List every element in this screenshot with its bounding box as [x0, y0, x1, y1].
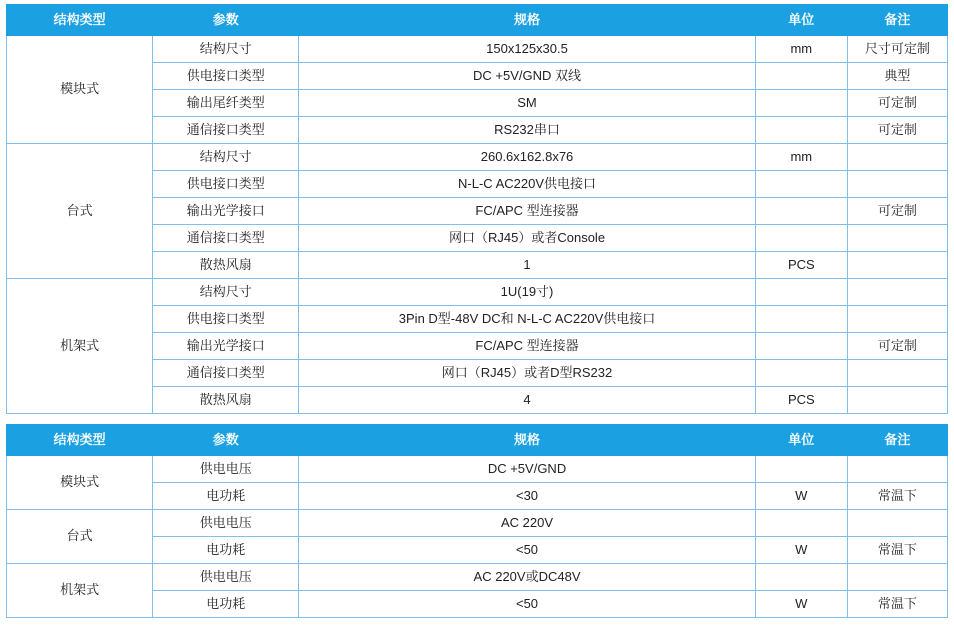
param-cell: 供电电压 [153, 510, 299, 537]
remark-cell [847, 510, 947, 537]
spec-cell: RS232串口 [299, 117, 755, 144]
group-type-cell: 机架式 [7, 564, 153, 618]
group-type-cell: 模块式 [7, 456, 153, 510]
remark-cell [847, 306, 947, 333]
spec-cell: SM [299, 90, 755, 117]
spec-cell: <50 [299, 537, 755, 564]
remark-cell: 典型 [847, 63, 947, 90]
unit-cell: W [755, 591, 847, 618]
unit-cell [755, 117, 847, 144]
param-cell: 结构尺寸 [153, 144, 299, 171]
table-row [7, 144, 948, 171]
unit-cell: mm [755, 36, 847, 63]
remark-cell [847, 171, 947, 198]
unit-cell [755, 333, 847, 360]
unit-cell: PCS [755, 387, 847, 414]
header-remark: 备注 [847, 5, 947, 36]
unit-cell [755, 90, 847, 117]
table-row [7, 36, 948, 63]
param-cell: 通信接口类型 [153, 117, 299, 144]
param-cell: 电功耗 [153, 483, 299, 510]
table-header-row [7, 5, 948, 36]
spec-cell: 网口（RJ45）或者Console [299, 225, 755, 252]
group-type-cell: 机架式 [7, 279, 153, 414]
group-type-cell: 台式 [7, 510, 153, 564]
spec-cell: 1U(19寸) [299, 279, 755, 306]
remark-cell: 尺寸可定制 [847, 36, 947, 63]
group-type-cell: 模块式 [7, 36, 153, 144]
header-parameter: 参数 [153, 425, 299, 456]
param-cell: 供电接口类型 [153, 171, 299, 198]
table-row [7, 456, 948, 483]
unit-cell [755, 279, 847, 306]
unit-cell [755, 225, 847, 252]
param-cell: 通信接口类型 [153, 225, 299, 252]
remark-cell: 可定制 [847, 333, 947, 360]
header-specification: 规格 [299, 5, 755, 36]
structure-spec-table [6, 4, 948, 414]
remark-cell [847, 456, 947, 483]
spec-cell: <50 [299, 591, 755, 618]
remark-cell: 可定制 [847, 90, 947, 117]
unit-cell [755, 360, 847, 387]
remark-cell [847, 564, 947, 591]
spec-cell: 网口（RJ45）或者D型RS232 [299, 360, 755, 387]
param-cell: 电功耗 [153, 591, 299, 618]
remark-cell [847, 252, 947, 279]
header-unit: 单位 [755, 5, 847, 36]
spec-cell: DC +5V/GND [299, 456, 755, 483]
remark-cell [847, 387, 947, 414]
param-cell: 输出光学接口 [153, 333, 299, 360]
header-remark: 备注 [847, 425, 947, 456]
spec-cell: 150x125x30.5 [299, 36, 755, 63]
spec-cell: AC 220V [299, 510, 755, 537]
spec-cell: FC/APC 型连接器 [299, 333, 755, 360]
param-cell: 供电电压 [153, 456, 299, 483]
unit-cell [755, 198, 847, 225]
spec-cell: 4 [299, 387, 755, 414]
remark-cell [847, 360, 947, 387]
header-structure-type: 结构类型 [7, 425, 153, 456]
remark-cell: 常温下 [847, 483, 947, 510]
header-parameter: 参数 [153, 5, 299, 36]
unit-cell: W [755, 483, 847, 510]
remark-cell [847, 144, 947, 171]
spec-cell: FC/APC 型连接器 [299, 198, 755, 225]
unit-cell [755, 564, 847, 591]
param-cell: 散热风扇 [153, 387, 299, 414]
table-row [7, 279, 948, 306]
param-cell: 电功耗 [153, 537, 299, 564]
table-row [7, 564, 948, 591]
spec-cell: N-L-C AC220V供电接口 [299, 171, 755, 198]
unit-cell [755, 510, 847, 537]
param-cell: 结构尺寸 [153, 36, 299, 63]
remark-cell [847, 279, 947, 306]
spec-cell: AC 220V或DC48V [299, 564, 755, 591]
unit-cell [755, 63, 847, 90]
param-cell: 供电电压 [153, 564, 299, 591]
header-unit: 单位 [755, 425, 847, 456]
param-cell: 供电接口类型 [153, 306, 299, 333]
unit-cell [755, 171, 847, 198]
unit-cell: W [755, 537, 847, 564]
param-cell: 结构尺寸 [153, 279, 299, 306]
spec-cell: DC +5V/GND 双线 [299, 63, 755, 90]
param-cell: 供电接口类型 [153, 63, 299, 90]
spec-cell: 1 [299, 252, 755, 279]
header-structure-type: 结构类型 [7, 5, 153, 36]
remark-cell [847, 225, 947, 252]
header-specification: 规格 [299, 425, 755, 456]
param-cell: 通信接口类型 [153, 360, 299, 387]
param-cell: 散热风扇 [153, 252, 299, 279]
unit-cell: PCS [755, 252, 847, 279]
unit-cell [755, 306, 847, 333]
remark-cell: 常温下 [847, 591, 947, 618]
table-header-row [7, 425, 948, 456]
param-cell: 输出光学接口 [153, 198, 299, 225]
table-row [7, 510, 948, 537]
remark-cell: 常温下 [847, 537, 947, 564]
spec-cell: 260.6x162.8x76 [299, 144, 755, 171]
remark-cell: 可定制 [847, 198, 947, 225]
unit-cell [755, 456, 847, 483]
spec-cell: <30 [299, 483, 755, 510]
spec-cell: 3Pin D型-48V DC和 N-L-C AC220V供电接口 [299, 306, 755, 333]
group-type-cell: 台式 [7, 144, 153, 279]
remark-cell: 可定制 [847, 117, 947, 144]
power-spec-table [6, 424, 948, 618]
unit-cell: mm [755, 144, 847, 171]
param-cell: 输出尾纤类型 [153, 90, 299, 117]
